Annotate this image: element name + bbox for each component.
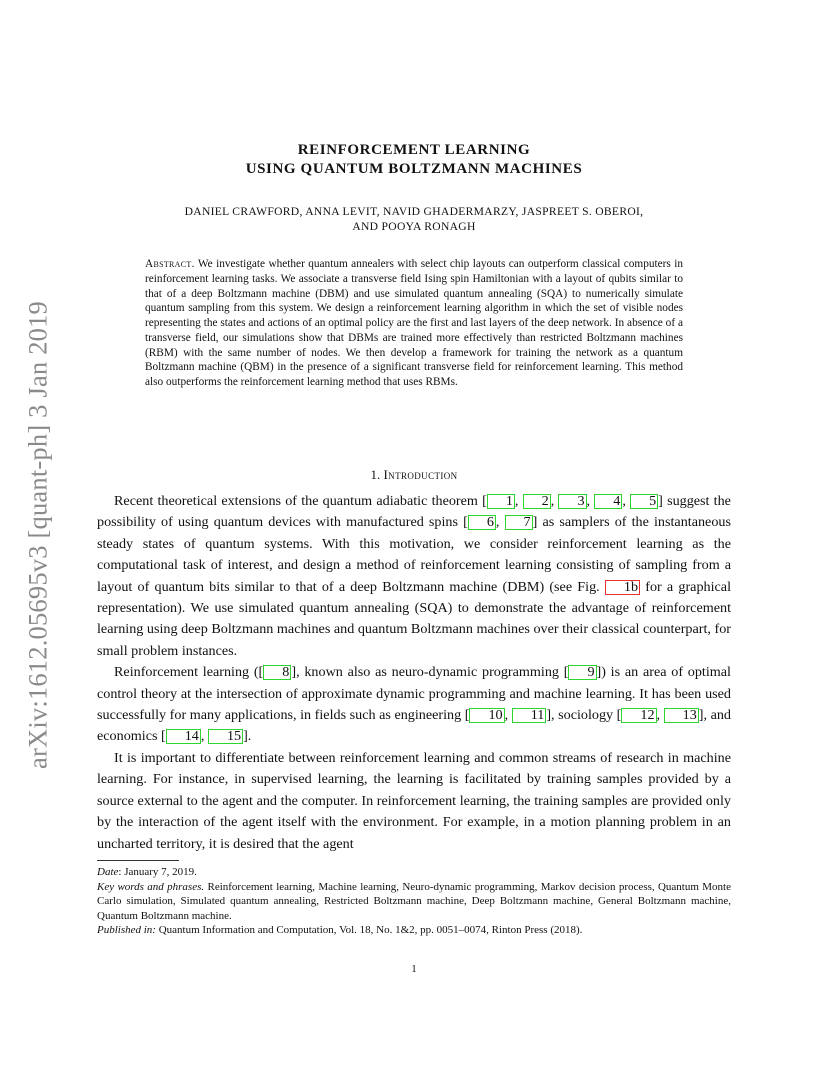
footnote-keywords <box>97 880 731 924</box>
citation-link[interactable]: 8 <box>263 665 291 680</box>
date-value: : January 7, 2019. <box>118 866 197 878</box>
text-run: ], and economics [ <box>97 707 731 745</box>
title-line-2: USING QUANTUM BOLTZMANN MACHINES <box>245 161 583 177</box>
footnote-divider <box>97 860 179 861</box>
citation-link[interactable]: 3 <box>558 494 586 509</box>
text-run: ] suggest the possibility of using quantum devices with manufactured spins [ <box>97 493 731 531</box>
citation-link[interactable]: 1 <box>487 494 515 509</box>
citation-link[interactable]: 4 <box>594 494 622 509</box>
abstract-text: We investigate whether quantum annealers with select chip layouts can outperform classical computers in reinforcement learning tasks. We associate a transverse field Ising spin Hamiltonian with a layout of qubits similar to that of a deep Boltzmann machine (DBM) and use simulated quantum annealing (SQA) to numerically simulate quantum sampling from this system. We design a reinforcement learning algorithm in which the set of visible nodes representing the states and actions of an optimal policy are the first and last layers of the deep network. In absence of a transverse field, our simulations show that DBMs are trained more effectively than restricted Boltzmann machines (RBM) with the same number of nodes. We then develop a framework for training the network as a quantum Boltzmann machine (QBM) in the presence of a significant transverse field for reinforcement learning. This method also outperforms the reinforcement learning method that uses RBMs. <box>145 258 684 388</box>
text-run: Reinforcement learning ([ <box>114 664 264 681</box>
section-title: Introduction <box>383 467 458 482</box>
figure-link[interactable]: 1b <box>605 580 640 595</box>
author-list <box>97 204 731 234</box>
paragraph-3: It is important to differentiate between reinforcement learning and common streams of research in machine learning. For instance, in supervised learning, the learning is facilitated by training samples provided by a source external to the agent and the computer. In reinforcement learning, the training samples are provided only by the interaction of the agent itself with the environment. For example, in a motion planning problem in an uncharted territory, it is desired that the agent <box>97 749 731 852</box>
authors-line-1: DANIEL CRAWFORD, ANNA LEVIT, NAVID GHADERMARZY, JASPREET S. OBEROI, <box>184 205 644 218</box>
footnote-date <box>97 865 731 880</box>
text-run: for a graphical representation). We use simulated quantum annealing (SQA) to demonstrate the advantage of reinforcement learning using deep Boltzmann machines and quantum Boltzmann machines over their classical counterpart, for small problem instances. <box>97 578 731 659</box>
published-value: Quantum Information and Computation, Vol. 18, No. 1&2, pp. 0051–0074, Rinton Press (2018). <box>155 924 583 937</box>
footnote-published <box>97 923 731 938</box>
text-run: Recent theoretical extensions of the quantum adiabatic theorem [ <box>114 493 487 509</box>
citation-link[interactable]: 2 <box>523 494 551 509</box>
keywords-value: Reinforcement learning, Machine learning, Neuro-dynamic programming, Markov decision process, Quantum Monte Carlo simulation, Simulated quantum annealing, Restricted Boltzmann machine, Deep Boltzmann machine, General Boltzmann machine, Quantum Boltzmann machine. <box>97 880 731 922</box>
citation-link[interactable]: 9 <box>568 665 596 680</box>
citation-link[interactable]: 13 <box>664 708 699 723</box>
citation-link[interactable]: 12 <box>621 708 656 723</box>
text-run: ] as samplers of the instantaneous steady states of quantum systems. With this motivation, we consider reinforcement learning as the computational task of interest, and design a method of reinforcement learning consisting of sampling from a layout of quantum bits similar to that of a deep Boltzmann machine (DBM) (see Fig. <box>97 514 731 595</box>
keywords-label: Key words and phrases. <box>97 880 205 893</box>
authors-line-2: AND POOYA RONAGH <box>352 220 476 233</box>
section-number: 1. <box>370 467 381 482</box>
citation-link[interactable]: 6 <box>468 515 496 530</box>
abstract <box>145 257 683 390</box>
citation-link[interactable]: 15 <box>208 729 243 744</box>
citation-link[interactable]: 14 <box>166 729 201 744</box>
arxiv-side-identifier <box>20 290 56 780</box>
published-label: Published in: <box>97 924 156 937</box>
citation-link[interactable]: 11 <box>512 708 547 723</box>
body-text <box>97 491 731 855</box>
text-run: ], known also as neuro-dynamic programming [ <box>291 664 569 681</box>
paragraph-2: Reinforcement learning ([ 8 ], known also as neuro-dynamic programming [ 9 ]) is an area of optimal control theory at the intersection of approximate dynamic programming and machine learning. It has been used successfully for many applications, in fields such as engineering [ 10 , 11 ], sociology [ 12 , 13 ], and economics [ 14 , 15 ]. <box>97 664 731 745</box>
paper-title <box>97 141 731 179</box>
page-number: 1 <box>411 963 417 975</box>
paragraph-1: Recent theoretical extensions of the quantum adiabatic theorem [ 1 , 2 , 3 , 4 , 5 ] suggest the possibility of using quantum devices with manufactured spins [ 6 , 7 ] as samplers of the instantaneous steady states of quantum systems. With this motivation, we consider reinforcement learning as the computational task of interest, and design a method of reinforcement learning consisting of sampling from a layout of quantum bits similar to that of a deep Boltzmann machine (DBM) (see Fig. 1b for a graphical representation). We use simulated quantum annealing (SQA) to demonstrate the advantage of reinforcement learning using deep Boltzmann machines and quantum Boltzmann machines over their classical counterpart, for small problem instances. <box>97 493 731 659</box>
footnotes <box>97 865 731 938</box>
arxiv-identifier-text: arXiv:1612.05695v3 [quant-ph] 3 Jan 2019 <box>22 301 53 769</box>
section-heading <box>97 467 731 483</box>
text-run: ], sociology [ <box>546 707 622 724</box>
citation-link[interactable]: 5 <box>630 494 658 509</box>
title-line-1: REINFORCEMENT LEARNING <box>297 142 531 158</box>
citation-link[interactable]: 7 <box>505 515 533 530</box>
text-run: ]) is an area of optimal control theory at the intersection of approximate dynamic programming and machine learning. It has been used successfully for many applications, in fields such as engineering [ <box>97 664 731 724</box>
abstract-label: Abstract. <box>145 258 195 270</box>
citation-link[interactable]: 10 <box>469 708 504 723</box>
date-label: Date <box>97 866 119 878</box>
text-run: ]. <box>243 728 252 745</box>
